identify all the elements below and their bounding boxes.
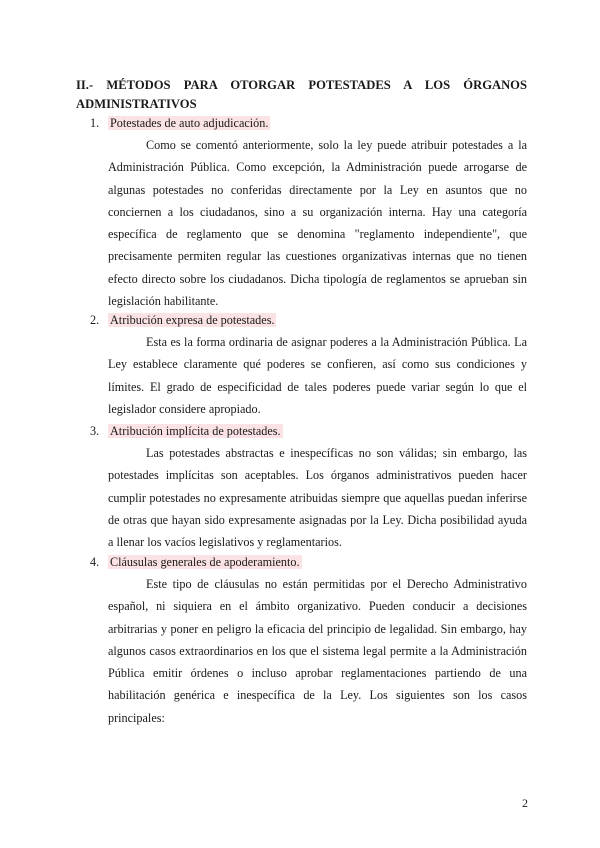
section-paragraph: Este tipo de cláusulas no están permitidas por el Derecho Administrativo español, ni siquiera en el ámbito organizativo. Pueden conducir a decisiones arbitrarias y poner en peligro la eficacia del principio de legalidad. Sin embargo, hay algunos casos extraordinarios en los que el sistema legal permite a la Administración Pública emitir órdenes o incluso aprobar reglamentaciones partiendo de una habilitación genérica e inespecífica de la Ley. Los siguientes son los casos principales: — [108, 577, 527, 725]
section-paragraph: Las potestades abstractas e inespecíficas no son válidas; sin embargo, las potestades implícitas son aceptables. Los órganos administrativos pueden hacer cumplir potestades no expresamente atribuidas siempre que aquellas puedan inferirse de otras que hayan sido expresamente asignadas por la Ley. Dicha posibilidad ayuda a llenar los vacíos legislativos y reglamentarios. — [108, 446, 527, 550]
section-number: 3. — [90, 424, 100, 438]
section-title-label: Potestades de auto adjudicación. — [110, 116, 269, 130]
section-title-label: Atribución implícita de potestades. — [110, 424, 281, 438]
heading-line-1: II.- MÉTODOS PARA OTORGAR POTESTADES A LOS ÓRGANOS — [76, 78, 527, 92]
section-number: 2. — [90, 313, 100, 327]
section-title-label: Atribución expresa de potestades. — [110, 313, 275, 327]
section-paragraph: Esta es la forma ordinaria de asignar poderes a la Administración Pública. La Ley establece claramente qué poderes se confieren, así como sus condiciones y límites. El grado de especificidad de tales poderes puede variar según lo que el legislador considere apropiado. — [108, 335, 527, 416]
section-title — [90, 115, 270, 131]
section-number: 1. — [90, 116, 100, 130]
section-paragraph: Como se comentó anteriormente, solo la ley puede atribuir potestades a la Administración Pública. Como excepción, la Administración puede arrogarse de algunas potestades no conferidas directamente por la Ley en asuntos que no conciernen a los ciudadanos, sino a su organización interna. Hay una categoría específica de reglamento que se denomina "reglamento independiente", que precisamente permiten regular las cuestiones organizativas internas que no tienen efecto directo sobre los ciudadanos. Dicha tipología de reglamentos se aprueban sin legislación habilitante. — [108, 138, 527, 309]
section-number: 4. — [90, 555, 100, 569]
section-title-label: Cláusulas generales de apoderamiento. — [110, 555, 300, 569]
section-title — [90, 312, 276, 328]
section-title — [90, 554, 302, 570]
heading-line-2: ADMINISTRATIVOS — [76, 97, 197, 111]
section-heading — [76, 76, 527, 114]
section-title — [90, 423, 283, 439]
page-number: 2 — [522, 796, 528, 810]
